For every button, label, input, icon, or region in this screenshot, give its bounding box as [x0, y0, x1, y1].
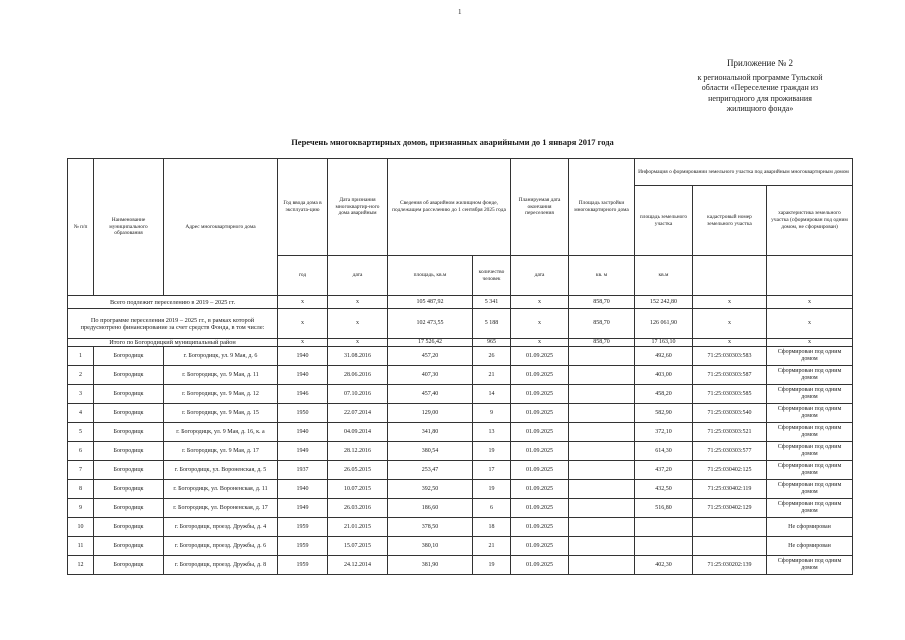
table-row — [68, 556, 853, 575]
summary-label: По программе переселения 2019 – 2025 гг., в рамках которой предусмотрено финансирование за счет средств Фонда, в том числе: — [68, 309, 278, 339]
row-people: 19 — [473, 480, 511, 499]
row-character: Сформирован под одним домом — [767, 404, 853, 423]
summary-row — [68, 296, 853, 309]
row-num: 10 — [68, 518, 94, 537]
table-row — [68, 366, 853, 385]
row-people: 19 — [473, 442, 511, 461]
row-municipality: Богородицк — [94, 480, 164, 499]
row-planned-date: 01.09.2025 — [511, 423, 569, 442]
row-built-area — [569, 423, 635, 442]
row-year: 1959 — [278, 537, 328, 556]
row-num: 6 — [68, 442, 94, 461]
summary-date: х — [328, 296, 388, 309]
row-municipality: Богородицк — [94, 347, 164, 366]
row-municipality: Богородицк — [94, 556, 164, 575]
row-planned-date: 01.09.2025 — [511, 385, 569, 404]
summary-people: 965 — [473, 339, 511, 347]
row-land-area: 516,80 — [635, 499, 693, 518]
row-address: г. Богородицк, ул. Вороненская, д. 5 — [164, 461, 278, 480]
row-num: 1 — [68, 347, 94, 366]
unit-planned-date: дата — [511, 256, 569, 296]
row-address: г. Богородицк, ул. 9 Мая, д. 16, к. а — [164, 423, 278, 442]
row-built-area — [569, 385, 635, 404]
row-municipality: Богородицк — [94, 499, 164, 518]
table-row — [68, 442, 853, 461]
row-municipality: Богородицк — [94, 442, 164, 461]
row-planned-date: 01.09.2025 — [511, 347, 569, 366]
row-cadastral: 71:25:030402:125 — [693, 461, 767, 480]
row-area: 253,47 — [388, 461, 473, 480]
row-address: г. Богородицк, ул. 9 Мая, д. 17 — [164, 442, 278, 461]
row-people: 21 — [473, 366, 511, 385]
summary-row — [68, 309, 853, 339]
row-people: 17 — [473, 461, 511, 480]
row-character: Не сформирован — [767, 518, 853, 537]
row-municipality: Богородицк — [94, 366, 164, 385]
row-built-area — [569, 366, 635, 385]
row-cadastral: 71:25:030303:577 — [693, 442, 767, 461]
summary-land-area: 126 061,90 — [635, 309, 693, 339]
summary-year: х — [278, 296, 328, 309]
summary-area: 102 473,55 — [388, 309, 473, 339]
row-built-area — [569, 347, 635, 366]
row-year: 1959 — [278, 556, 328, 575]
summary-year: х — [278, 339, 328, 347]
summary-built-area: 858,70 — [569, 339, 635, 347]
row-cadastral — [693, 518, 767, 537]
row-built-area — [569, 556, 635, 575]
summary-character: х — [767, 339, 853, 347]
summary-planned-date: х — [511, 296, 569, 309]
row-land-area: 403,00 — [635, 366, 693, 385]
row-land-area: 437,20 — [635, 461, 693, 480]
row-municipality: Богородицк — [94, 537, 164, 556]
row-planned-date: 01.09.2025 — [511, 518, 569, 537]
row-planned-date: 01.09.2025 — [511, 480, 569, 499]
row-municipality: Богородицк — [94, 385, 164, 404]
table-row — [68, 480, 853, 499]
row-year: 1940 — [278, 423, 328, 442]
row-num: 3 — [68, 385, 94, 404]
row-year: 1950 — [278, 404, 328, 423]
row-land-area: 402,30 — [635, 556, 693, 575]
row-land-area: 582,90 — [635, 404, 693, 423]
row-cadastral: 71:25:030402:119 — [693, 480, 767, 499]
row-address: г. Богородицк, ул. Вороненская, д. 17 — [164, 499, 278, 518]
appendix-title: Приложение № 2 — [727, 58, 793, 68]
row-area: 380,10 — [388, 537, 473, 556]
row-year: 1937 — [278, 461, 328, 480]
row-character: Сформирован под одним домом — [767, 347, 853, 366]
summary-land-area: 17 163,10 — [635, 339, 693, 347]
row-date: 28.12.2016 — [328, 442, 388, 461]
row-area: 129,00 — [388, 404, 473, 423]
row-character: Сформирован под одним домом — [767, 499, 853, 518]
row-land-area: 492,60 — [635, 347, 693, 366]
summary-character: х — [767, 309, 853, 339]
summary-label: Итого по Богородицкий муниципальный район — [68, 339, 278, 347]
row-year: 1940 — [278, 347, 328, 366]
row-num: 7 — [68, 461, 94, 480]
row-land-area: 614,30 — [635, 442, 693, 461]
row-cadastral: 71:25:030303:540 — [693, 404, 767, 423]
row-address: г. Богородицк, ул. 9 Мая, д. 12 — [164, 385, 278, 404]
row-planned-date: 01.09.2025 — [511, 366, 569, 385]
row-land-area: 372,10 — [635, 423, 693, 442]
appendix-line: непригодного для проживания — [708, 93, 812, 103]
header-address: Адрес многоквартирного дома — [164, 159, 278, 296]
row-date: 21.01.2015 — [328, 518, 388, 537]
row-date: 10.07.2015 — [328, 480, 388, 499]
summary-land-area: 152 242,80 — [635, 296, 693, 309]
row-built-area — [569, 461, 635, 480]
row-year: 1949 — [278, 442, 328, 461]
row-area: 392,50 — [388, 480, 473, 499]
row-planned-date: 01.09.2025 — [511, 537, 569, 556]
row-character: Сформирован под одним домом — [767, 461, 853, 480]
row-area: 457,20 — [388, 347, 473, 366]
summary-cadastral: х — [693, 309, 767, 339]
row-planned-date: 01.09.2025 — [511, 442, 569, 461]
row-address: г. Богородицк, ул. Вороненская, д. 11 — [164, 480, 278, 499]
summary-area: 17 526,42 — [388, 339, 473, 347]
summary-planned-date: х — [511, 309, 569, 339]
row-address: г. Богородицк, проезд. Дружбы, д. 4 — [164, 518, 278, 537]
row-built-area — [569, 499, 635, 518]
unit-year: год — [278, 256, 328, 296]
row-num: 9 — [68, 499, 94, 518]
summary-built-area: 858,70 — [569, 309, 635, 339]
row-year: 1946 — [278, 385, 328, 404]
row-built-area — [569, 480, 635, 499]
row-year: 1959 — [278, 518, 328, 537]
header-planned-date: Планируемая дата окончания переселения — [511, 159, 569, 256]
row-cadastral: 71:25:030303:585 — [693, 385, 767, 404]
row-date: 15.07.2015 — [328, 537, 388, 556]
table-row — [68, 537, 853, 556]
table-row — [68, 385, 853, 404]
row-municipality: Богородицк — [94, 404, 164, 423]
header-year-in: Год ввода дома в эксплуата-цию — [278, 159, 328, 256]
appendix-line: жилищного фонда» — [726, 104, 794, 113]
row-date: 26.05.2015 — [328, 461, 388, 480]
table-row — [68, 461, 853, 480]
table-row — [68, 518, 853, 537]
unit-people: количество человек — [473, 256, 511, 296]
unit-cadastral-empty — [693, 256, 767, 296]
row-planned-date: 01.09.2025 — [511, 556, 569, 575]
header-emergency-info: Сведения об аварийном жилищном фонде, подлежащем расселению до 1 сентября 2025 года — [388, 159, 511, 256]
housing-register-table — [67, 158, 853, 575]
summary-character: х — [767, 296, 853, 309]
row-character: Сформирован под одним домом — [767, 556, 853, 575]
row-planned-date: 01.09.2025 — [511, 461, 569, 480]
summary-planned-date: х — [511, 339, 569, 347]
summary-area: 105 487,92 — [388, 296, 473, 309]
row-area: 457,40 — [388, 385, 473, 404]
row-date: 22.07.2014 — [328, 404, 388, 423]
row-character: Сформирован под одним домом — [767, 385, 853, 404]
row-land-area: 458,20 — [635, 385, 693, 404]
header-date-emergency: Дата признания многоквартир-ного дома аварийным — [328, 159, 388, 256]
row-area: 378,50 — [388, 518, 473, 537]
unit-built-sqm: кв. м — [569, 256, 635, 296]
header-land-area: площадь земельного участка — [635, 186, 693, 256]
row-cadastral — [693, 537, 767, 556]
unit-land-sqm: кв.м — [635, 256, 693, 296]
row-built-area — [569, 537, 635, 556]
unit-character-empty — [767, 256, 853, 296]
unit-area: площадь, кв.м — [388, 256, 473, 296]
row-area: 186,60 — [388, 499, 473, 518]
summary-row — [68, 339, 853, 347]
row-planned-date: 01.09.2025 — [511, 499, 569, 518]
summary-year: х — [278, 309, 328, 339]
row-land-area — [635, 537, 693, 556]
row-land-area: 432,50 — [635, 480, 693, 499]
row-num: 8 — [68, 480, 94, 499]
row-cadastral: 71:25:030303:583 — [693, 347, 767, 366]
row-date: 04.09.2014 — [328, 423, 388, 442]
summary-cadastral: х — [693, 339, 767, 347]
row-date: 07.10.2016 — [328, 385, 388, 404]
row-date: 26.03.2016 — [328, 499, 388, 518]
row-character: Сформирован под одним домом — [767, 366, 853, 385]
table-row — [68, 404, 853, 423]
row-character: Сформирован под одним домом — [767, 423, 853, 442]
row-date: 31.08.2016 — [328, 347, 388, 366]
row-address: г. Богородицк, проезд. Дружбы, д. 8 — [164, 556, 278, 575]
row-year: 1940 — [278, 366, 328, 385]
row-municipality: Богородицк — [94, 423, 164, 442]
row-address: г. Богородицк, проезд. Дружбы, д. 6 — [164, 537, 278, 556]
row-cadastral: 71:25:030402:129 — [693, 499, 767, 518]
header-land-char: характеристика земельного участка (сформирован под одним домом, не сформирован) — [767, 186, 853, 256]
summary-built-area: 858,70 — [569, 296, 635, 309]
summary-date: х — [328, 339, 388, 347]
page-number: 1 — [458, 8, 462, 16]
row-area: 341,80 — [388, 423, 473, 442]
row-year: 1949 — [278, 499, 328, 518]
appendix-line: области «Переселение граждан из — [701, 83, 819, 92]
appendix-line: к региональной программе Тульской — [697, 72, 823, 82]
row-people: 21 — [473, 537, 511, 556]
row-cadastral: 71:25:030303:521 — [693, 423, 767, 442]
row-built-area — [569, 518, 635, 537]
row-people: 19 — [473, 556, 511, 575]
row-character: Не сформирован — [767, 537, 853, 556]
row-people: 13 — [473, 423, 511, 442]
row-people: 18 — [473, 518, 511, 537]
row-municipality: Богородицк — [94, 518, 164, 537]
row-built-area — [569, 404, 635, 423]
row-num: 11 — [68, 537, 94, 556]
unit-date: дата — [328, 256, 388, 296]
table-row — [68, 423, 853, 442]
row-people: 6 — [473, 499, 511, 518]
row-built-area — [569, 442, 635, 461]
row-municipality: Богородицк — [94, 461, 164, 480]
summary-date: х — [328, 309, 388, 339]
header-municipality: Наименование муниципального образования — [94, 159, 164, 296]
row-people: 9 — [473, 404, 511, 423]
row-area: 381,90 — [388, 556, 473, 575]
summary-label: Всего подлежит переселению в 2019 – 2025 гг. — [68, 296, 278, 309]
table-row — [68, 347, 853, 366]
row-character: Сформирован под одним домом — [767, 480, 853, 499]
document-title: Перечень многоквартирных домов, признанных аварийными до 1 января 2017 года — [291, 137, 614, 147]
table-row — [68, 499, 853, 518]
row-year: 1940 — [278, 480, 328, 499]
header-num: № п/п — [68, 159, 94, 296]
row-num: 4 — [68, 404, 94, 423]
header-built-area: Площадь застройки многоквартирного дома — [569, 159, 635, 256]
row-area: 407,30 — [388, 366, 473, 385]
appendix-block — [660, 58, 860, 115]
summary-people: 5 341 — [473, 296, 511, 309]
row-date: 28.06.2016 — [328, 366, 388, 385]
row-address: г. Богородицк, ул. 9 Мая, д. 11 — [164, 366, 278, 385]
header-cadastral: кадастровый номер земельного участка — [693, 186, 767, 256]
row-cadastral: 71:25:030202:139 — [693, 556, 767, 575]
row-num: 2 — [68, 366, 94, 385]
row-cadastral: 71:25:030303:587 — [693, 366, 767, 385]
summary-cadastral: х — [693, 296, 767, 309]
summary-people: 5 188 — [473, 309, 511, 339]
row-address: г. Богородицк, ул. 9 Мая, д. 15 — [164, 404, 278, 423]
row-people: 26 — [473, 347, 511, 366]
row-date: 24.12.2014 — [328, 556, 388, 575]
header-land-info: Информация о формировании земельного участка под аварийным многоквартирным домом — [635, 159, 853, 186]
row-people: 14 — [473, 385, 511, 404]
row-land-area — [635, 518, 693, 537]
row-planned-date: 01.09.2025 — [511, 404, 569, 423]
row-num: 5 — [68, 423, 94, 442]
row-num: 12 — [68, 556, 94, 575]
row-area: 380,54 — [388, 442, 473, 461]
row-character: Сформирован под одним домом — [767, 442, 853, 461]
row-address: г. Богородицк, ул. 9 Мая, д. 6 — [164, 347, 278, 366]
